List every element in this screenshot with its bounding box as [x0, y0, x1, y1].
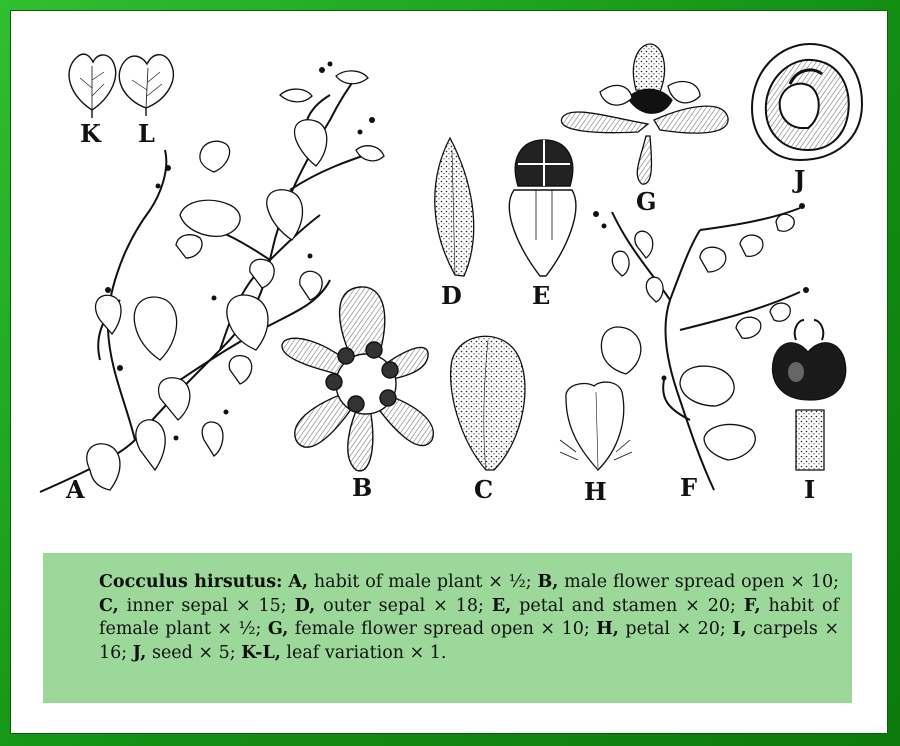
- petal-stamen-drawing: [509, 140, 576, 276]
- caption-box: [43, 553, 852, 703]
- caption-text-b: male flower spread open × 10;: [558, 572, 839, 592]
- caption-text-h: petal × 20;: [618, 619, 733, 639]
- caption-key-d: D,: [294, 595, 316, 616]
- figure-label-d: D: [441, 281, 462, 310]
- caption-key-kl: K-L,: [241, 642, 281, 663]
- caption-key-f: F,: [743, 595, 761, 616]
- petal-drawing: [560, 382, 632, 470]
- leaf-k-drawing: [69, 54, 116, 118]
- caption-text-c: inner sepal × 15;: [118, 595, 295, 616]
- caption-text-d: outer sepal × 18;: [315, 595, 492, 616]
- caption-text-kl: leaf variation × 1.: [280, 642, 447, 663]
- outer-sepal-drawing: [435, 138, 474, 276]
- figure-label-a: A: [66, 475, 85, 504]
- leaf-l-drawing: [119, 55, 173, 116]
- figure-label-h: H: [584, 477, 607, 506]
- caption-text-f: habit of female plant × ½;: [99, 595, 839, 639]
- figure-label-g: G: [636, 187, 657, 216]
- species-name: Cocculus hirsutus:: [99, 572, 283, 592]
- male-flower-drawing: [282, 287, 433, 471]
- caption-key-e: E,: [491, 595, 512, 616]
- figure-label-b: B: [352, 473, 373, 502]
- figure-label-f: F: [680, 473, 698, 502]
- caption-text-g: female flower spread open × 10;: [288, 619, 597, 639]
- caption-text-e: petal and stamen × 20;: [511, 595, 744, 616]
- figure-label-e: E: [532, 281, 551, 310]
- female-plant-leaves: [601, 214, 794, 460]
- seed-drawing: [752, 44, 862, 160]
- figure-label-j: J: [794, 165, 806, 194]
- female-flower-drawing: [561, 44, 728, 184]
- figure-label-l: L: [138, 119, 155, 148]
- figure-label-i: I: [804, 475, 816, 504]
- figure-label-k: K: [80, 119, 101, 148]
- carpels-drawing: [773, 320, 846, 470]
- inner-sepal-drawing: [451, 336, 525, 470]
- caption-text-i: carpels × 16;: [99, 619, 840, 663]
- caption-text-j: seed × 5;: [146, 642, 242, 663]
- caption-key-h: H,: [596, 619, 619, 639]
- figure-label-c: C: [474, 475, 494, 504]
- caption-key-g: G,: [267, 619, 289, 639]
- caption-key-a: A,: [288, 572, 309, 592]
- caption-key-b: B,: [537, 572, 559, 592]
- caption-text-a: habit of male plant × ½;: [308, 572, 538, 592]
- caption-key-j: J,: [132, 642, 147, 663]
- figure-caption: [99, 571, 839, 665]
- caption-key-i: I,: [732, 619, 747, 639]
- caption-key-c: C,: [99, 595, 119, 616]
